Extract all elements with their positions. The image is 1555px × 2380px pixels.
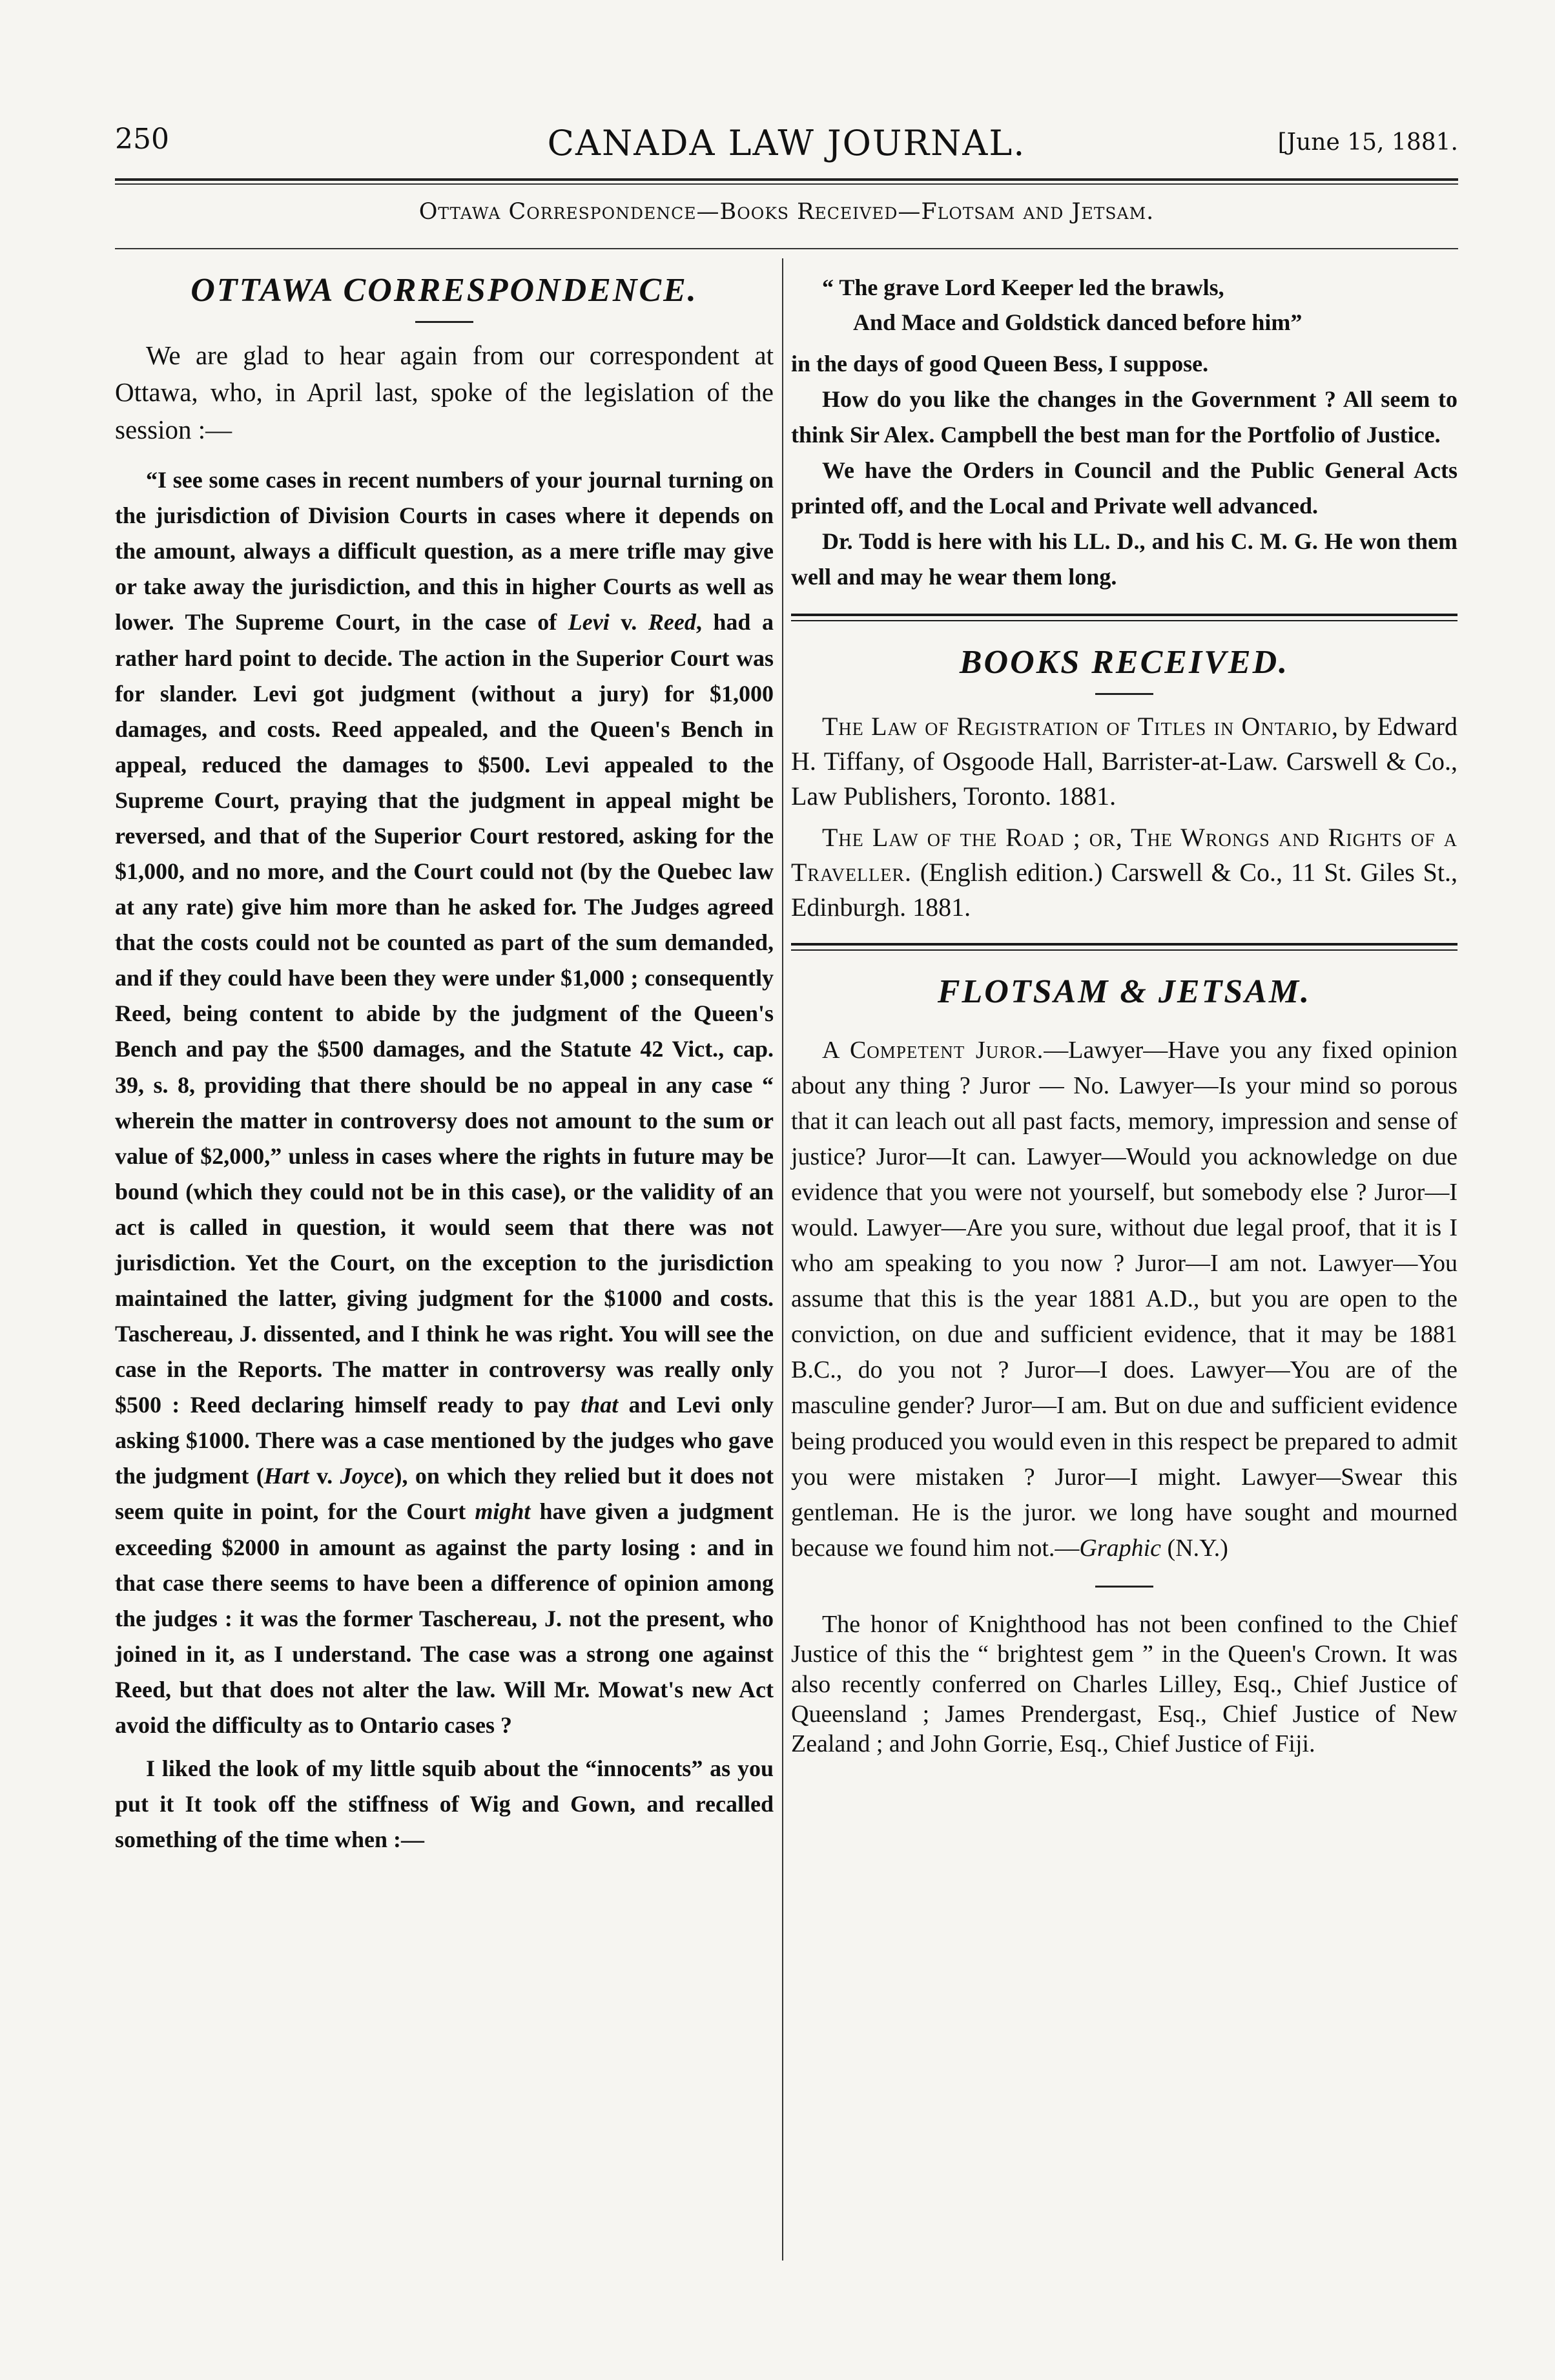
header-rule-thin — [115, 183, 1458, 185]
page-subtitle: Ottawa Correspondence—Books Received—Flotsam and Jetsam. — [418, 199, 1155, 225]
issue-date: [June 15, 1881. — [1277, 129, 1458, 156]
letter-paragraph-2: I liked the look of my little squib about the “innocents” as you put it It took off the stiffness of Wig and Gown, and recalled something of the time when :— — [115, 1755, 774, 1853]
right-column — [791, 271, 1457, 1759]
books-heading: BOOKS RECEIVED. — [959, 643, 1290, 681]
letter-paragraph-6: Dr. Todd is here with his LL. D., and his C. M. G. He won them well and may he wear them long. — [791, 528, 1457, 590]
knighthood-item: The honor of Knighthood has not been confined to the Chief Justice of this the “ brightest gem ” in the Queen's Crown. It was also recently conferred on Charles Lilley, Esq., Chief Justice of Queensland ; James Prendergast, Esq., Chief Justice of New Zealand ; and John Gorrie, Esq., Chief Justice of Fiji. — [791, 1610, 1457, 1758]
flotsam-heading: FLOTSAM & JETSAM. — [937, 973, 1312, 1010]
verse-quote: “ The grave Lord Keeper led the brawls, And Mace and Goldstick danced before him” — [822, 274, 1303, 335]
letter-paragraph-5: We have the Orders in Council and the Public General Acts printed off, and the Local and Private well advanced. — [791, 457, 1457, 519]
item-rule — [1095, 1586, 1153, 1588]
ottawa-intro: We are glad to hear again from our correspondent at Ottawa, who, in April last, spoke of the legislation of the session :— — [115, 340, 774, 444]
ottawa-heading: OTTAWA CORRESPONDENCE. — [191, 272, 698, 309]
left-column — [115, 271, 774, 1857]
book-entry: The Law of the Road ; or, The Wrongs and Rights of a Traveller. (English edition.) Carswell & Co., 11 St. Giles St., Edinburgh. 1881. — [791, 822, 1457, 922]
juror-item: A Competent Juror.—Lawyer—Have you any fixed opinion about any thing ? Juror — No. Lawyer—Is your mind so porous that it can leach out all past facts, memory, impression and sense of justice? Juror—It can. Lawyer—Would you acknowledge on due evidence that you were not yourself, but somebody else ? Juror—I would. Lawyer—Are you sure, without due legal proof, that it is I who am speaking to you now ? Juror—I am not. Lawyer—You assume that this is the year 1881 A.D., but you are open to the conviction, on due and sufficient evidence, that it may be 1881 B.C., do you not ? Juror—I does. Lawyer—You are of the masculine gender? Juror—I am. But on due and sufficient evidence being produced you would even in this respect be prepared to admit you were mistaken ? Juror—I might. Lawyer—Swear this gentleman. He is the juror. we long have sought and mourned because we found him not.—Graphic (N.Y.) — [791, 1036, 1457, 1562]
section-divider — [791, 614, 1457, 624]
letter-paragraph: “I see some cases in recent numbers of your journal turning on the jurisdiction of Division Courts in cases where it depends on the amount, always a difficult question, as a mere trifle may give or take away the jurisdiction, and this in higher Courts as well as lower. The Supreme Court, in the case of Levi v. Reed, had a rather hard point to decide. The action in the Superior Court was for slander. Levi got judgment (without a jury) for $1,000 damages, and costs. Reed appealed, and the Queen's Bench in appeal, reduced the damages to $500. Levi appealed to the Supreme Court, praying that the judgment in appeal might be reversed, and that of the Superior Court restored, asking for the $1,000, and no more, and the Court could not (by the Quebec law at any rate) give him more than he asked for. The Judges agreed that the costs could not be counted as part of the sum demanded, and if they could have been they were under $1,000 ; consequently Reed, being content to abide by the judgment of the Queen's Bench and pay the $500 damages, and the Statute 42 Vict., cap. 39, s. 8, providing that there should be no appeal in any case “ wherein the matter in controversy does not amount to the sum or value of $2,000,” unless in cases where the rights in future may be bound (which they could not be in this case), or the validity of an act is called in question, it would seem that there was not jurisdiction. Yet the Court, on the exception to the jurisdiction maintained the latter, giving judgment for the $1000 and costs. Taschereau, J. dissented, and I think he was right. You will see the case in the Reports. The matter in controversy was really only $500 : Reed declaring himself ready to pay that and Levi only asking $1000. There was a case mentioned by the judges who gave the judgment (Hart v. Joyce), on which they relied but it does not seem quite in point, for the Court might have given a judgment exceeding $2000 in amount as against the party losing : and in that case there seems to have been a difference of opinion among the judges : it was the former Taschereau, J. not the present, who joined in it, as I understand. The case was a strong one against Reed, but that does not alter the law. Will Mr. Mowat's new Act avoid the difficulty as to Ontario cases ? — [115, 467, 774, 1738]
header-rule — [115, 178, 1458, 181]
column-divider — [782, 258, 783, 2261]
letter-paragraph-4: How do you like the changes in the Government ? All seem to think Sir Alex. Campbell the best man for the Portfolio of Justice. — [791, 386, 1457, 448]
page-header — [115, 123, 1458, 168]
case-name: Levi — [568, 609, 610, 636]
letter-paragraph-3: in the days of good Queen Bess, I suppose. — [791, 351, 1209, 377]
heading-rule — [415, 321, 473, 323]
book-entry: The Law of Registration of Titles in Ontario, by Edward H. Tiffany, of Osgoode Hall, Barrister-at-Law. Carswell & Co., Law Publishers, Toronto. 1881. — [791, 711, 1457, 811]
page-number: 250 — [115, 123, 169, 156]
case-name: Joyce — [340, 1463, 395, 1489]
case-name: Reed — [648, 609, 696, 636]
heading-rule — [1095, 693, 1153, 695]
subtitle-rule — [115, 248, 1458, 249]
journal-masthead: CANADA LAW JOURNAL. — [547, 123, 1026, 163]
case-name: Hart — [263, 1463, 309, 1489]
section-divider — [791, 943, 1457, 953]
